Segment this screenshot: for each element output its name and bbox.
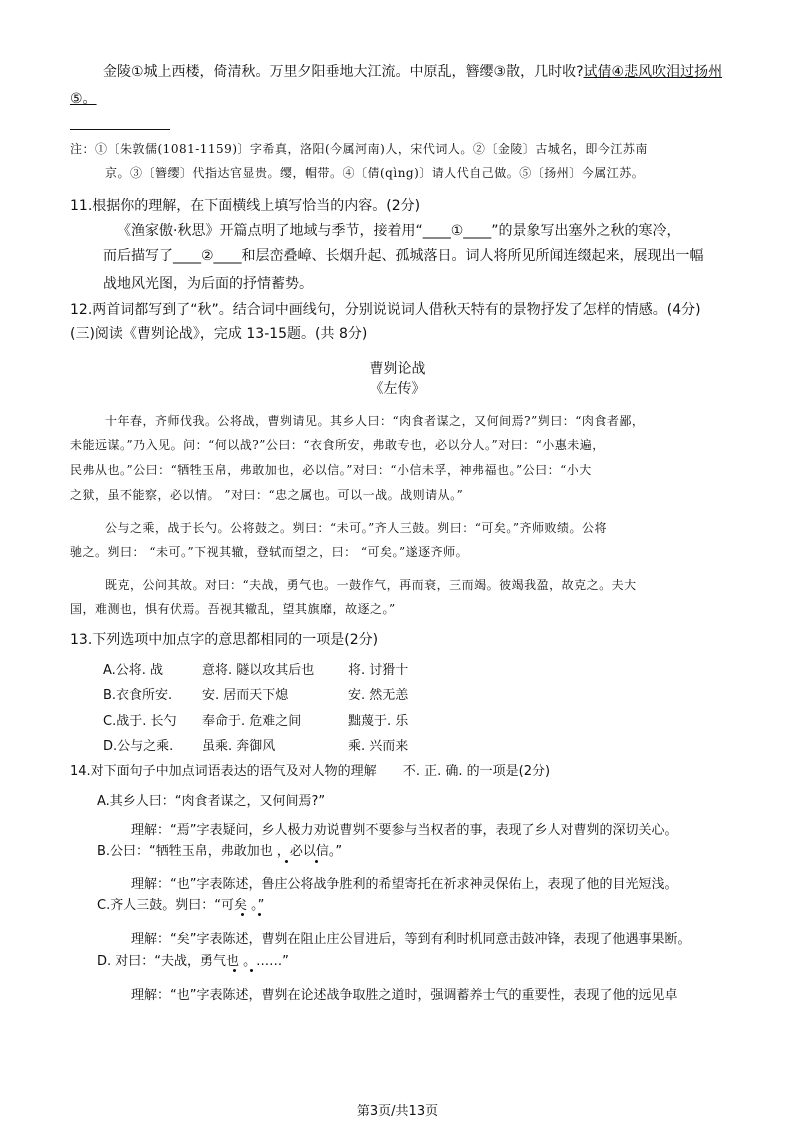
q11-line2: 《渔家傲·秋思》开篇点明了地域与季节，接着用“____①____”的景象写出塞外之秋的寒冷， [117, 223, 681, 239]
q13-option-b-col3: 安. 然无恙 [348, 688, 409, 703]
article-p3-line2: 国，难测也，惧有伏焉。吾视其辙乱，望其旗靡，故逐之。” [70, 602, 396, 616]
poem-line1-underlined: 试倩④悲风吹泪过扬州 [583, 64, 723, 80]
q13-option-c-col2: 奉命于. 危难之间 [202, 714, 302, 729]
q14-stem-text: 14.对下面句子中加点词语表达的语气及对人物的理解 [70, 764, 377, 779]
footnote-divider [70, 129, 170, 130]
note-line1: 注：①〔朱敦儒(1081-1159)〕字希真，洛阳(今属河南)人，宋代词人。②〔金陵〕古城名，即今江苏南 [70, 142, 648, 156]
article-p3-line1: 既克，公问其故。对曰：“夫战，勇气也。一鼓作气，再而衰，三而竭。彼竭我盈，故克之。夫大 [105, 578, 637, 592]
article-p2-line2: 驰之。刿曰： “未可。”下视其辙，登轼而望之，曰： “可矣。”遂逐齐师。 [70, 545, 469, 559]
article-p1-line2: 未能远谋。”乃入见。问：“何以战?”公曰：“衣食所安，弗敢专也，必以分人。”对曰：“小惠未遍， [70, 438, 605, 452]
q13-option-d-col2: 虽乘. 奔御风 [202, 739, 276, 754]
q14-option-b-explanation: 理解：“也”字表陈述，鲁庄公将战争胜利的希望寄托在祈求神灵保佑上，表现了他的目光短浅。 [131, 877, 678, 892]
article-author: 《左传》 [369, 381, 426, 397]
article-p1-line4: 之狱，虽不能察，必以情。 ”对曰：“忠之属也。可以一战。战则请从。” [70, 488, 464, 502]
note-line2: 京。③〔簪缨〕代指达官显贵。缨，帽带。④〔倩(qìng)〕请人代自己做。⑤〔扬州〕今属江苏。 [105, 166, 645, 180]
article-p1-line1: 十年春，齐师伐我。公将战，曹刿请见。其乡人曰：“肉食者谋之，又何间焉?”刿曰：“肉食者鄙， [105, 414, 645, 428]
q13-option-b-col1: B.衣食所安. [103, 688, 173, 703]
q14-option-a-explanation: 理解：“焉”字表疑问，乡人极力劝说曹刿不要参与当权者的事，表现了乡人对曹刿的深切关心。 [131, 823, 678, 838]
q11-stem: 11.根据你的理解，在下面横线上填写恰当的内容。(2分) [70, 198, 421, 214]
q13-option-b-col2: 安. 居而天下熄 [202, 688, 289, 703]
emphasis-dot [250, 969, 253, 972]
article-title: 曹刿论战 [369, 361, 426, 377]
section3-heading: (三)阅读《曹刿论战》，完成 13-15题。(共 8分) [70, 326, 368, 342]
q11-line4: 战地风光图，为后面的抒情蓄势。 [103, 276, 313, 292]
q13-option-a-col2: 意将. 隧以攻其后也 [202, 663, 315, 678]
q14-option-d-explanation: 理解：“也”字表陈述，曹刿在论述战争取胜之道时，强调蓄养士气的重要性，表现了他的远见卓 [131, 988, 678, 1003]
q14-option-c-question: C.齐人三鼓。刿曰：“可矣 。” [97, 898, 265, 913]
q13-option-a-col3: 将. 讨猾十 [348, 663, 409, 678]
q13-option-c-col3: 黜蔑于. 乐 [348, 714, 409, 729]
poem-line1-text: 金陵①城上西楼，倚清秋。万里夕阳垂地大江流。中原乱，簪缨③散，几时收? [103, 64, 584, 80]
q14-stem [70, 760, 550, 779]
q11-line3: 而后描写了____②____和层峦叠嶂、长烟升起、孤城落日。词人将所见所闻连缀起来，展现出一幅 [103, 248, 704, 264]
q12-stem: 12.两首词都写到了“秋”。结合词中画线句，分别说说词人借秋天特有的景物抒发了怎样的情感。(4分) [70, 302, 701, 318]
emphasis-dot [241, 913, 244, 916]
q13-option-c-col1: C.战于. 长勺 [103, 714, 177, 729]
emphasis-dot [315, 860, 318, 863]
q14-stem-emphasis: 不. 正. 确. 的一项是(2分) [402, 764, 551, 779]
q13-option-a-col1: A.公将. 战 [103, 663, 164, 678]
emphasis-dot [233, 969, 236, 972]
poem-line2: ⑤。 [70, 91, 97, 107]
emphasis-dot [258, 913, 261, 916]
q13-option-d-col3: 乘. 兴而来 [348, 739, 409, 754]
q14-option-d-question: D. 对曰：“夫战，勇气也 。……” [97, 954, 289, 969]
page-footer: 第3页/共13页 [356, 1104, 439, 1119]
article-p2-line1: 公与之乘，战于长勺。公将鼓之。刿曰：“未可。”齐人三鼓。刿曰：“可矣。”齐师败绩。公将 [105, 521, 608, 535]
emphasis-dot [285, 860, 288, 863]
q13-option-d-col1: D.公与之乘. [103, 739, 174, 754]
q14-option-c-explanation: 理解：“矣”字表陈述，曹刿在阻止庄公冒进后，等到有利时机同意击鼓冲锋，表现了他遇事果断。 [131, 932, 691, 947]
article-p1-line3: 民弗从也。”公曰：“牺牲玉帛，弗敢加也，必以信。”对曰：“小信未孚，神弗福也。”公曰：“小大 [70, 463, 592, 477]
poem-line1 [103, 61, 722, 81]
q13-stem: 13.下列选项中加点字的意思都相同的一项是(2分) [70, 632, 379, 648]
q14-option-a-question: A.其乡人曰：“肉食者谋之，又何间焉?” [97, 794, 326, 809]
q14-option-b-question: B.公曰：“牺牲玉帛，弗敢加也 ，必以信。” [97, 844, 343, 859]
